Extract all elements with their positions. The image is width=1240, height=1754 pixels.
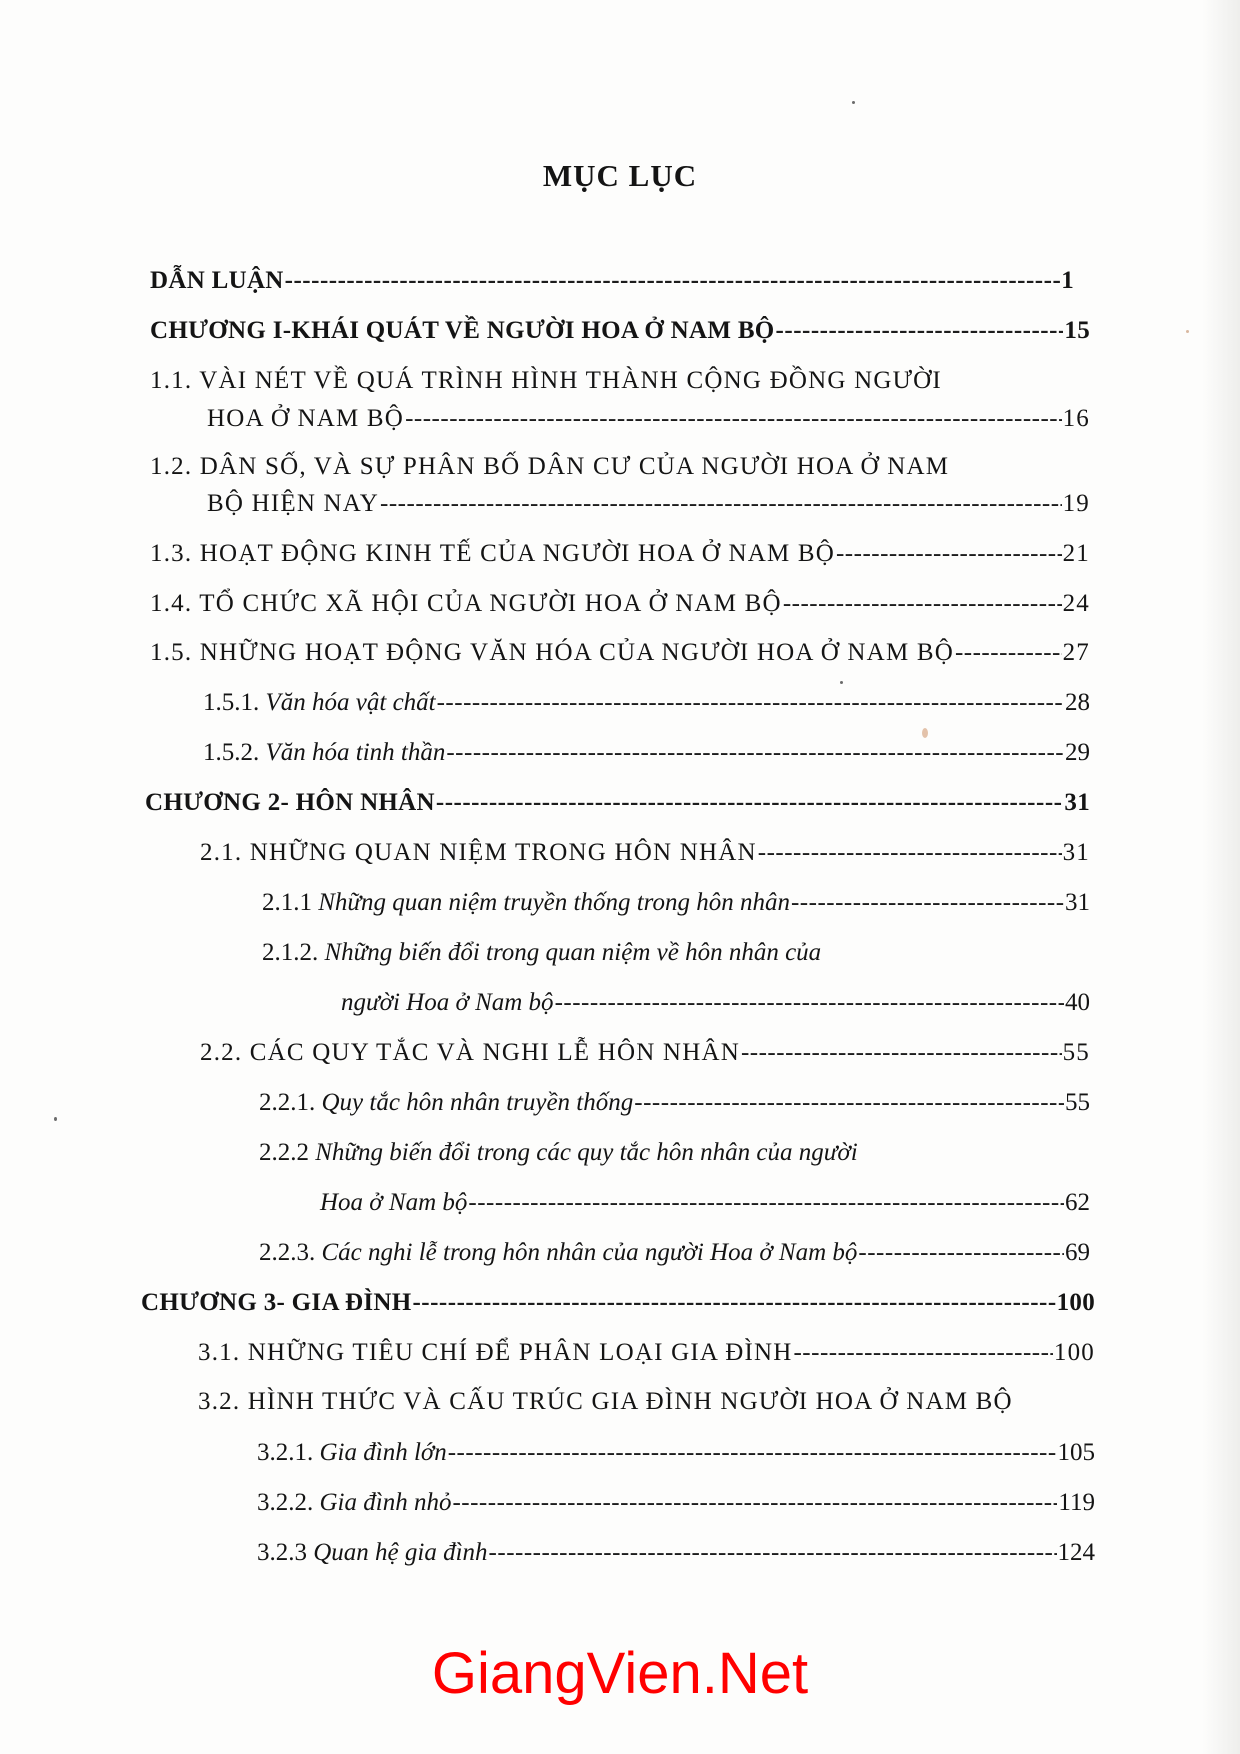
dot-leader [791,887,1064,919]
toc-entry-chapter-3 [141,1287,1095,1319]
toc-entry-title: Những biến đổi trong quan niệm về hôn nhân của [324,939,822,966]
toc-page-number: 31 [1062,839,1090,866]
dot-leader [285,265,1061,297]
dot-leader [758,837,1062,869]
toc-entry-2-2-3 [259,1237,1090,1269]
page-edge-shadow [1202,0,1240,1754]
toc-entry-3-2: 3.2. HÌNH THỨC VÀ CẤU TRÚC GIA ĐÌNH NGƯỜI HOA Ở NAM BỘ [198,1388,1013,1415]
toc-entry-title: Các nghi lễ trong hôn nhân của người Hoa ở Nam bộ [321,1239,858,1266]
dot-leader [436,787,1064,819]
toc-entry-label: BỘ HIỆN NAY [207,490,380,517]
toc-entry-label [259,1087,633,1119]
toc-page-number: 105 [1057,1439,1095,1466]
toc-entry-number: 3.2.3 [257,1539,307,1566]
toc-entry-label [257,1487,451,1519]
toc-entry-label: CHƯƠNG 3- GIA ĐÌNH [141,1289,412,1316]
toc-entry-3-1 [198,1337,1095,1369]
dot-leader [858,1237,1064,1269]
toc-entry-label: DẪN LUẬN [150,267,284,294]
dot-leader [776,315,1064,347]
toc-page-number: 69 [1065,1239,1090,1266]
toc-entry-label [203,737,445,769]
toc-entry-label: CHƯƠNG I-KHÁI QUÁT VỀ NGƯỜI HOA Ở NAM BỘ [150,317,775,344]
toc-entry-number: 2.2.1. [259,1089,316,1116]
dot-leader [452,1487,1057,1519]
toc-entry-number: 2.2.2 [259,1139,309,1166]
toc-entry-label: người Hoa ở Nam bộ [341,989,554,1016]
toc-entry-number: 2.1.1 [262,889,312,916]
toc-entry-1-5-1 [203,687,1090,719]
toc-page-number: 31 [1064,789,1090,816]
toc-entry-label: Hoa ở Nam bộ [320,1189,468,1216]
toc-entry-introduction [150,265,1074,297]
dot-leader [446,737,1064,769]
toc-entry-label: 2.2. CÁC QUY TẮC VÀ NGHI LỄ HÔN NHÂN [200,1039,740,1066]
toc-page-number: 40 [1065,989,1090,1016]
toc-entry-label [259,1237,857,1269]
toc-entry-label: 1.4. TỔ CHỨC XÃ HỘI CỦA NGƯỜI HOA Ở NAM BỘ [150,590,782,617]
toc-entry-1-5 [150,637,1090,669]
toc-page-number: 55 [1062,1039,1090,1066]
toc-entry-chapter-1 [150,315,1090,347]
toc-entry-number: 3.2.2. [257,1489,314,1516]
toc-entry-title: Quy tắc hôn nhân truyền thống [321,1089,634,1116]
toc-page-number: 24 [1062,590,1090,617]
toc-entry-1-4 [150,588,1090,620]
toc-entry-3-2-2 [257,1487,1095,1519]
toc-page-number: 21 [1062,540,1090,567]
dot-leader [437,687,1064,719]
dot-leader [489,1537,1057,1569]
toc-entry-title: Gia đình lớn [319,1439,447,1466]
scan-speck [54,1117,57,1121]
toc-entry-label [257,1537,488,1569]
dot-leader [741,1037,1062,1069]
toc-entry-number: 2.1.2. [262,939,319,966]
toc-entry-label: CHƯƠNG 2- HÔN NHÂN [145,789,435,816]
toc-entry-number: 2.2.3. [259,1239,316,1266]
dot-leader [380,488,1062,520]
scan-speck [1186,330,1189,333]
toc-page-number: 1 [1061,267,1074,294]
toc-entry-title: Văn hóa tinh thần [265,739,446,766]
toc-entry-label [262,887,790,919]
site-watermark: GiangVien.Net [431,1641,809,1706]
toc-entry-label: 3.1. NHỮNG TIÊU CHÍ ĐỂ PHÂN LOẠI GIA ĐÌNH [198,1339,793,1366]
toc-page-number: 100 [1056,1289,1095,1316]
toc-page-number: 124 [1057,1539,1095,1566]
toc-entry-2-1-2-line1 [262,937,821,969]
dot-leader [955,637,1062,669]
toc-entry-2-1-1 [262,887,1090,919]
toc-entry-label [257,1437,447,1469]
toc-entry-number: 1.5.2. [203,739,260,766]
toc-page-number: 27 [1062,639,1090,666]
toc-page-number: 31 [1065,889,1090,916]
toc-entry-3-2-3 [257,1537,1095,1569]
toc-page-number: 62 [1065,1189,1090,1216]
toc-entry-3-2-1 [257,1437,1095,1469]
toc-page-number: 55 [1065,1089,1090,1116]
toc-entry-chapter-2 [145,787,1090,819]
toc-entry-1-2-line1: 1.2. DÂN SỐ, VÀ SỰ PHÂN BỐ DÂN CƯ CỦA NGƯỜI HOA Ở NAM [150,453,950,480]
dot-leader [836,538,1062,570]
toc-entry-2-1 [200,837,1090,869]
toc-entry-1-1-line1: 1.1. VÀI NÉT VỀ QUÁ TRÌNH HÌNH THÀNH CỘNG ĐỒNG NGƯỜI [150,367,942,394]
toc-page-number: 15 [1064,317,1090,344]
dot-leader [783,588,1062,620]
toc-entry-title: Văn hóa vật chất [265,689,436,716]
page-title: MỤC LỤC [542,158,698,193]
toc-entry-1-1 [207,403,1090,435]
dot-leader [412,1287,1055,1319]
toc-entry-label: 2.1. NHỮNG QUAN NIỆM TRONG HÔN NHÂN [200,839,757,866]
dot-leader [468,1187,1064,1219]
toc-entry-1-2 [207,488,1090,520]
toc-entry-2-2-2-line1 [259,1137,858,1169]
toc-entry-2-1-2 [341,987,1090,1019]
toc-entry-number: 3.2.1. [257,1439,314,1466]
toc-page-number: 28 [1065,689,1090,716]
toc-page-number: 100 [1053,1339,1095,1366]
toc-entry-title: Những quan niệm truyền thống trong hôn nhân [318,889,790,916]
toc-entry-label: 1.3. HOẠT ĐỘNG KINH TẾ CỦA NGƯỜI HOA Ở NAM BỘ [150,540,835,567]
dot-leader [555,987,1064,1019]
toc-entry-label [203,687,436,719]
toc-entry-2-2 [200,1037,1090,1069]
dot-leader [793,1337,1052,1369]
scan-speck [852,101,855,104]
dot-leader [448,1437,1057,1469]
dot-leader [634,1087,1064,1119]
toc-page-number: 29 [1065,739,1090,766]
scan-speck [840,681,843,684]
toc-entry-label: 1.5. NHỮNG HOẠT ĐỘNG VĂN HÓA CỦA NGƯỜI HOA Ở NAM BỘ [150,639,954,666]
toc-entry-title: Gia đình nhỏ [319,1489,452,1516]
toc-page-number: 119 [1058,1489,1095,1516]
toc-entry-2-2-2 [320,1187,1090,1219]
toc-entry-number: 1.5.1. [203,689,260,716]
toc-entry-title: Những biến đổi trong các quy tắc hôn nhân của người [315,1139,858,1166]
toc-page-number: 19 [1062,490,1090,517]
dot-leader [405,403,1062,435]
toc-entry-1-5-2 [203,737,1090,769]
toc-entry-2-2-1 [259,1087,1090,1119]
toc-page-number: 16 [1062,405,1090,432]
toc-entry-label: HOA Ở NAM BỘ [207,405,405,432]
toc-entry-1-3 [150,538,1090,570]
toc-entry-title: Quan hệ gia đình [313,1539,488,1566]
